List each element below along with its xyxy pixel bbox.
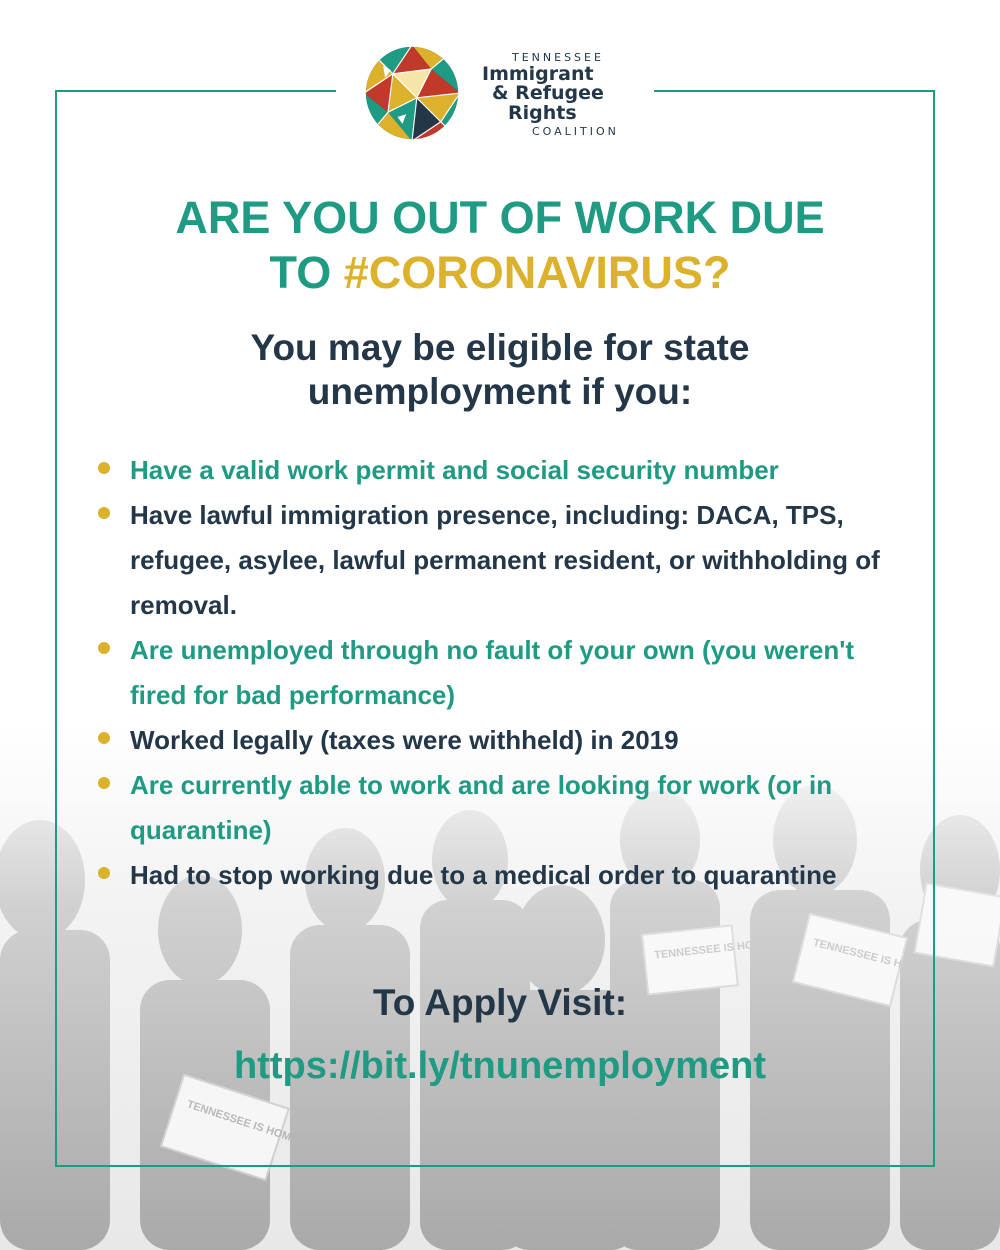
mosaic-globe-icon — [364, 45, 460, 141]
eligibility-list — [95, 448, 905, 898]
list-item-text: Are unemployed through no fault of your own (you weren't fired for bad performance) — [130, 635, 855, 710]
apply-url-link[interactable]: https://bit.ly/tnunemployment — [234, 1045, 766, 1087]
bullet-dot-icon — [98, 462, 110, 474]
bullet-dot-icon — [98, 642, 110, 654]
bullet-dot-icon — [98, 867, 110, 879]
org-line-refugee: & Refugee — [492, 82, 604, 104]
list-item-text: Have lawful immigration presence, including: DACA, TPS, refugee, asylee, lawful permanent resident, or withholding of removal. — [130, 500, 880, 620]
bullet-dot-icon — [98, 777, 110, 789]
list-item — [95, 853, 905, 898]
bullet-dot-icon — [98, 732, 110, 744]
list-item — [95, 718, 905, 763]
subheadline-line-2: unemployment if you: — [307, 371, 693, 412]
headline-line-1: ARE YOU OUT OF WORK DUE — [175, 192, 825, 243]
org-line-coalition: COALITION — [532, 125, 619, 138]
org-line-immigrant: Immigrant — [482, 63, 594, 85]
subheadline-line-1: You may be eligible for state — [250, 327, 750, 368]
list-item — [95, 493, 905, 628]
list-item-text: Had to stop working due to a medical order to quarantine — [130, 860, 837, 890]
list-item — [95, 763, 905, 853]
list-item-text: Are currently able to work and are looking for work (or in quarantine) — [130, 770, 833, 845]
list-item — [95, 628, 905, 718]
list-item-text: Worked legally (taxes were withheld) in 2019 — [130, 725, 679, 755]
headline-hashtag: #CORONAVIRUS? — [343, 247, 731, 298]
apply-label: To Apply Visit: — [372, 982, 628, 1023]
bullet-dot-icon — [98, 507, 110, 519]
list-item — [95, 448, 905, 493]
headline-line-2 — [60, 247, 940, 299]
org-line-rights: Rights — [508, 102, 577, 124]
org-line-tennessee: TENNESSEE — [512, 51, 604, 64]
headline-prefix: TO — [269, 247, 344, 298]
list-item-text: Have a valid work permit and social security number — [130, 455, 779, 485]
